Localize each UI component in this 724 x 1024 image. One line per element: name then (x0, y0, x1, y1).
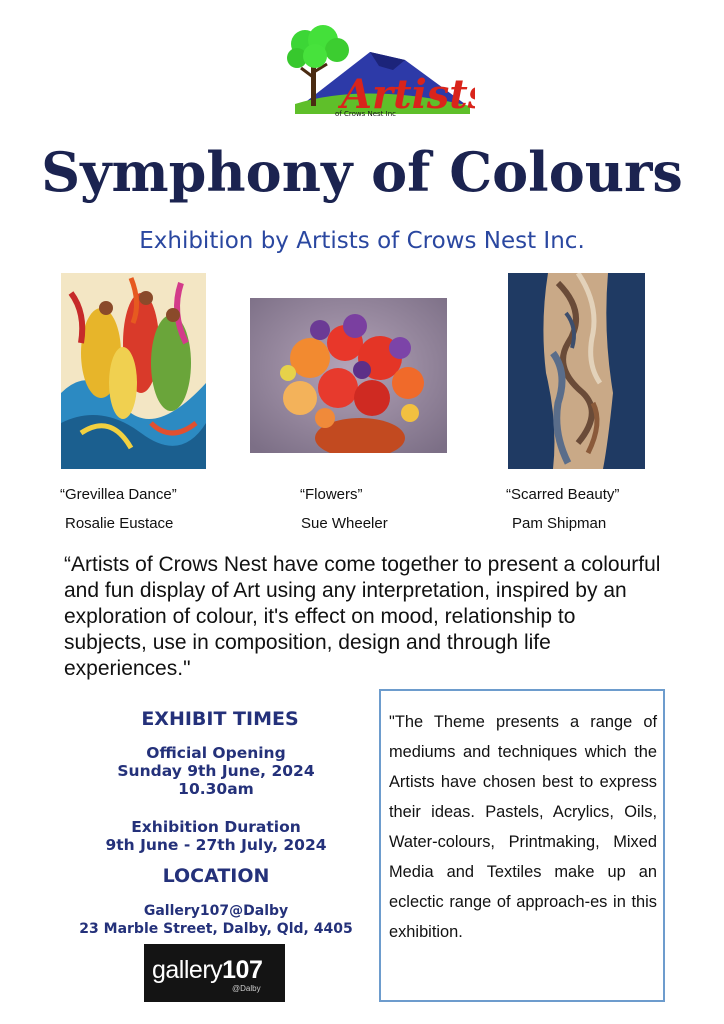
artist-name: Rosalie Eustace (65, 515, 174, 532)
exhibition-description: “Artists of Crows Nest have come together to present a colourful and fun display of Art using any interpretation, inspired by an exploration of colour, it's effect on mood, relationship to subjects, use in composition, design and through life experiences." (64, 553, 661, 680)
opening-date: Sunday 9th June, 2024 (117, 762, 315, 780)
gallery107-logo (144, 944, 285, 1002)
artwork-title: “Grevillea Dance” (60, 486, 177, 503)
artwork-title: “Scarred Beauty” (506, 486, 620, 503)
venue-name: Gallery107@Dalby (143, 903, 289, 919)
tree-mountain-logo-icon (275, 22, 475, 122)
opening-time: 10.30am (178, 780, 254, 798)
artwork-title: “Flowers” (300, 486, 363, 503)
duration-label: Exhibition Duration (131, 818, 301, 836)
exhibit-times-heading: EXHIBIT TIMES (141, 708, 299, 730)
artwork-scarred-beauty (508, 273, 645, 469)
page-title: Symphony of Colours (41, 140, 683, 204)
theme-box (379, 689, 665, 1002)
gallery-subtext: @Dalby (232, 984, 261, 993)
artwork-grevillea-dance (61, 273, 206, 469)
gallery-number: 107 (222, 956, 263, 984)
duration-dates: 9th June - 27th July, 2024 (105, 836, 327, 854)
location-heading: LOCATION (162, 865, 270, 887)
opening-label: Official Opening (146, 744, 286, 762)
artists-logo (275, 22, 475, 122)
venue-address: 23 Marble Street, Dalby, Qld, 4405 (79, 921, 353, 937)
artist-name: Pam Shipman (512, 515, 607, 532)
exhibition-duration (80, 818, 352, 854)
svg-text:Artists: Artist (341, 71, 468, 118)
page-subtitle: Exhibition by Artists of Crows Nest Inc. (139, 228, 585, 254)
artist-name: Sue Wheeler (301, 515, 388, 532)
gallery-wordmark: gallery (152, 956, 223, 984)
official-opening (80, 744, 352, 798)
venue-info (78, 902, 354, 938)
theme-text: "The Theme presents a range of mediums and techniques which the Artists have chosen best to express their ideas. Pastels, Acrylics, Oils, Water-colours, Printmaking, Mixed Media and Textiles make up an eclectic range of approach-es in this exhibition. (389, 713, 657, 941)
svg-text:of Crows Nest Inc: of Crows Nest Inc (335, 110, 396, 118)
artwork-flowers (250, 298, 447, 453)
